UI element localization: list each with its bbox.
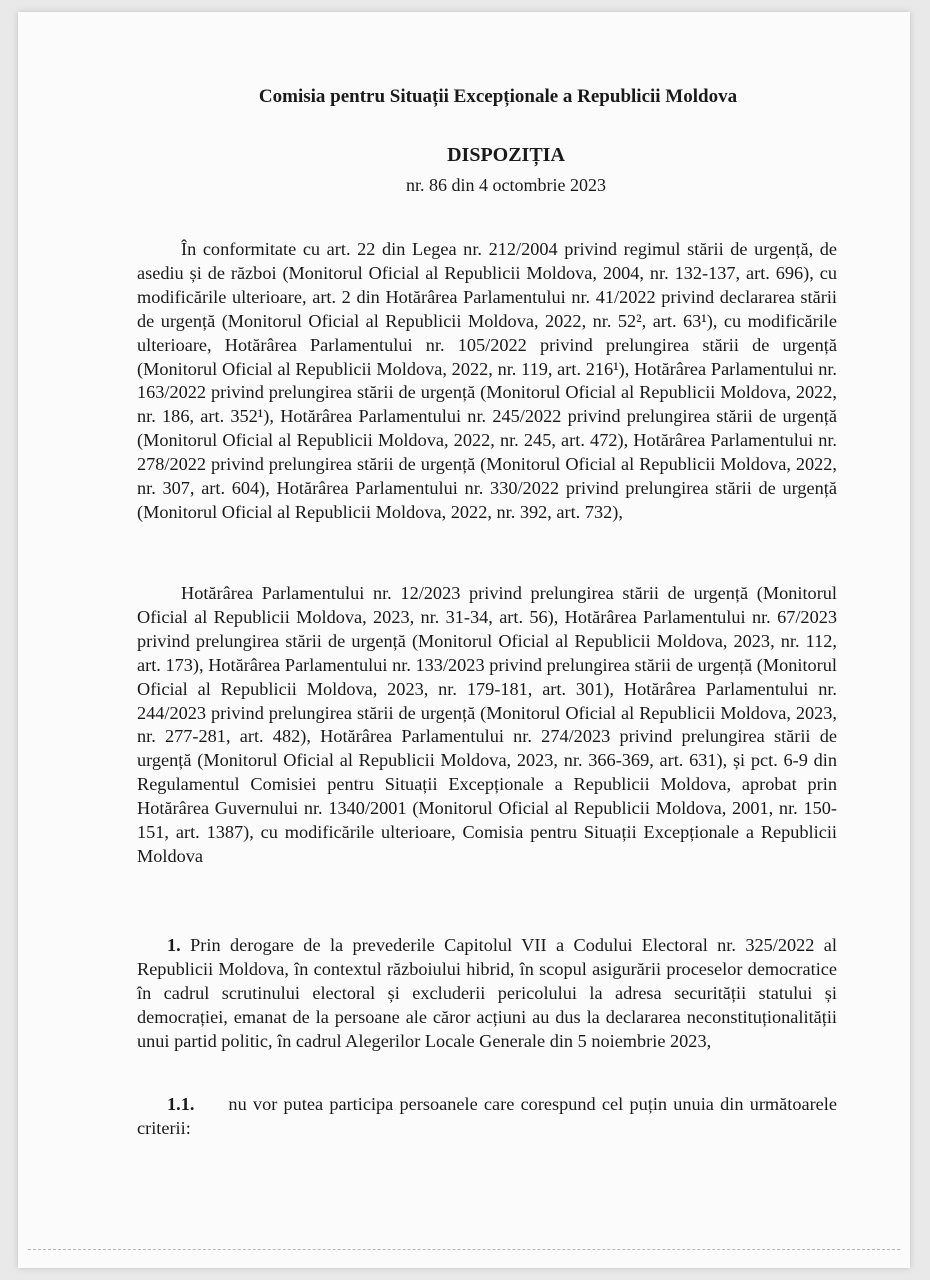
clause-1-1 bbox=[137, 1093, 837, 1141]
legal-basis-paragraph-2: Hotărârea Parlamentului nr. 12/2023 privind prelungirea stării de urgență (Monitorul Oficial al Republicii Moldova, 2023, nr. 31-34, art. 56), Hotărârea Parlamentului nr. 67/2023 privind prelungirea stării de urgență (Monitorul Oficial al Republicii Moldova, 2023, nr. 112, art. 173), Hotărârea Parlamentului nr. 133/2023 privind prelungirea stării de urgență (Monitorul Oficial al Republicii Moldova, 2023, nr. 179-181, art. 301), Hotărârea Parlamentului nr. 244/2023 privind prelungirea stării de urgență (Monitorul Oficial al Republicii Moldova, 2023, nr. 277-281, art. 482), Hotărârea Parlamentului nr. 274/2023 privind prelungirea stării de urgență (Monitorul Oficial al Republicii Moldova, 2023, nr. 366-369, art. 631), și pct. 6-9 din Regulamentul Comisiei pentru Situații Excepționale a Republicii Moldova, aprobat prin Hotărârea Guvernului nr. 1340/2001 (Monitorul Oficial al Republicii Moldova, 2001, nr. 150-151, art. 1387), cu modificările ulterioare, Comisia pentru Situații Excepționale a Republicii Moldova bbox=[137, 583, 837, 866]
issuing-authority: Comisia pentru Situații Excepționale a Republicii Moldova bbox=[258, 86, 738, 107]
clause-1-number: 1. bbox=[167, 935, 181, 955]
page-bottom-divider bbox=[28, 1249, 900, 1250]
clause-1-1-number: 1.1. bbox=[167, 1094, 195, 1114]
document-title: DISPOZIȚIA bbox=[447, 144, 565, 166]
clause-1-1-text: nu vor putea participa persoanele care corespund cel puțin unuia din următoarele criterii: bbox=[137, 1094, 837, 1138]
clause-1-text: Prin derogare de la prevederile Capitolul VII a Codului Electoral nr. 325/2022 al Republicii Moldova, în contextul războiului hibrid, în scopul asigurării proceselor democratice în cadrul scrutinului electoral și excluderii pericolului la adresa securității statului și democrației, emanat de la persoane ale căror acțiuni au dus la declararea neconstituționalității unui partid politic, în cadrul Alegerilor Locale Generale din 5 noiembrie 2023, bbox=[137, 935, 837, 1051]
document-number-date: nr. 86 din 4 octombrie 2023 bbox=[406, 175, 606, 195]
clause-1 bbox=[137, 934, 837, 1054]
document-page bbox=[18, 12, 910, 1268]
legal-basis-paragraph-1: În conformitate cu art. 22 din Legea nr. 212/2004 privind regimul stării de urgență, de asediu și de război (Monitorul Oficial al Republicii Moldova, 2004, nr. 132-137, art. 696), cu modificările ulterioare, art. 2 din Hotărârea Parlamentului nr. 41/2022 privind declararea stării de urgență (Monitorul Oficial al Republicii Moldova, 2022, nr. 52², art. 63¹), cu modificările ulterioare, Hotărârea Parlamentului nr. 105/2022 privind prelungirea stării de urgență (Monitorul Oficial al Republicii Moldova, 2022, nr. 119, art. 216¹), Hotărârea Parlamentului nr. 163/2022 privind prelungirea stării de urgență (Monitorul Oficial al Republicii Moldova, 2022, nr. 186, art. 352¹), Hotărârea Parlamentului nr. 245/2022 privind prelungirea stării de urgență (Monitorul Oficial al Republicii Moldova, 2022, nr. 245, art. 472), Hotărârea Parlamentului nr. 278/2022 privind prelungirea stării de urgență (Monitorul Oficial al Republicii Moldova, 2022, nr. 307, art. 604), Hotărârea Parlamentului nr. 330/2022 privind prelungirea stării de urgență (Monitorul Oficial al Republicii Moldova, 2022, nr. 392, art. 732), bbox=[137, 239, 837, 522]
